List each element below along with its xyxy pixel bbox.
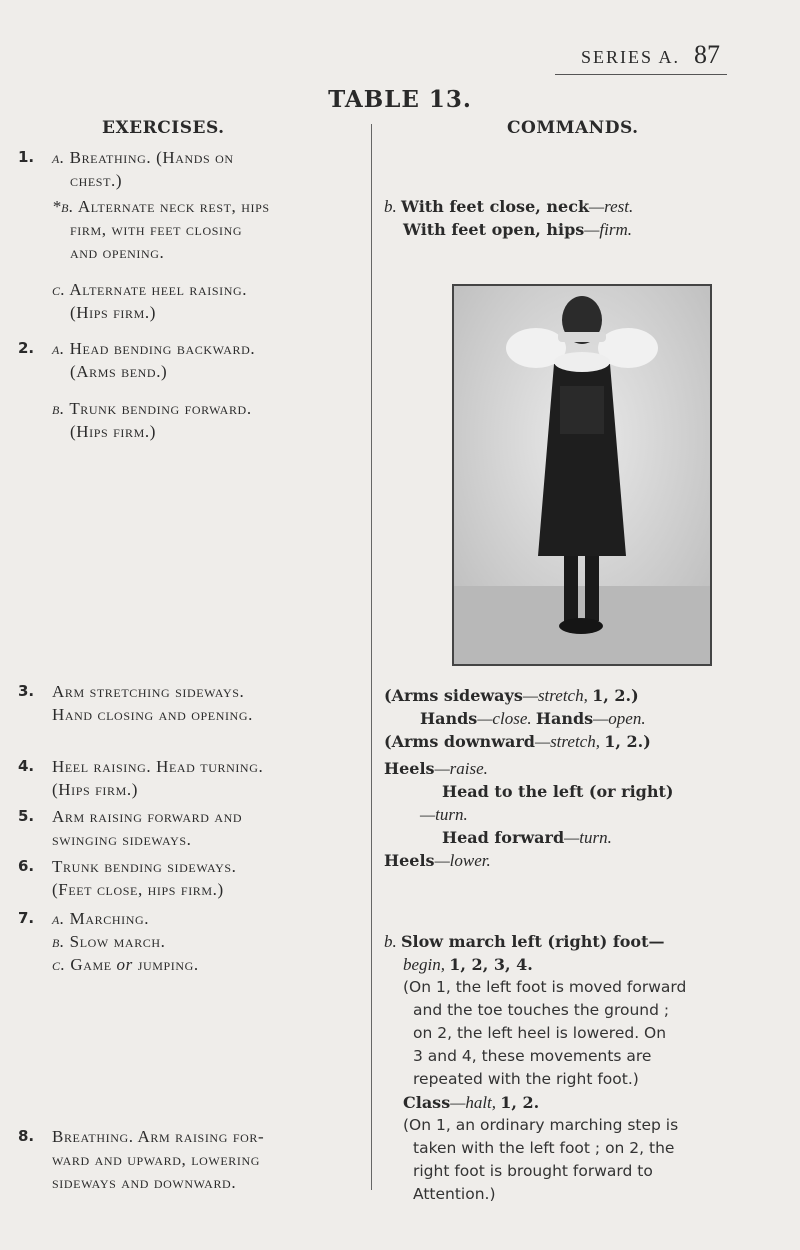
exercise-7 bbox=[18, 907, 363, 976]
item-text: Trunk bending forward. bbox=[69, 399, 252, 418]
note-line: Attention.) bbox=[413, 1185, 496, 1203]
command-word: Head to the left (or right) bbox=[442, 782, 674, 801]
item-text: Slow march. bbox=[69, 932, 166, 951]
item-label: b. bbox=[52, 932, 65, 951]
command-line bbox=[384, 730, 784, 753]
exercise-number: 1. bbox=[18, 148, 35, 166]
exercise-number: 4. bbox=[18, 757, 35, 775]
note-line: and the toe touches the ground ; bbox=[413, 1001, 670, 1019]
item-label: a. bbox=[52, 148, 65, 167]
commands-heading: COMMANDS. bbox=[507, 118, 639, 138]
exercise-6 bbox=[18, 855, 363, 901]
item-label: b. bbox=[52, 399, 65, 418]
exercise-2b bbox=[52, 397, 363, 420]
command-order: —rest. bbox=[589, 197, 634, 216]
exercise-7c bbox=[52, 953, 363, 976]
item-text: Alternate heel raising. bbox=[69, 280, 248, 299]
command-line bbox=[420, 707, 784, 730]
exercise-line: sideways and downward. bbox=[52, 1173, 237, 1192]
note-line: right foot is brought forward to bbox=[413, 1162, 653, 1180]
exercise-2a bbox=[52, 337, 363, 360]
girl-exercise-photo-icon bbox=[452, 284, 712, 666]
note-line: (On 1, the left foot is moved forward bbox=[403, 978, 687, 996]
exercises-heading: EXERCISES. bbox=[102, 118, 225, 138]
exercise-line: Breathing. Arm raising for- bbox=[52, 1127, 265, 1146]
note-line: on 2, the left heel is lowered. On bbox=[413, 1024, 667, 1042]
command-word: Class bbox=[403, 1093, 451, 1112]
item-text: Marching. bbox=[69, 909, 150, 928]
command-line bbox=[403, 218, 784, 241]
command-count: 1, 2. bbox=[500, 1093, 540, 1112]
exercise-line: Hand closing and opening. bbox=[52, 705, 253, 724]
command-4 bbox=[384, 757, 784, 872]
command-word: Hands bbox=[420, 709, 478, 728]
item-label: c. bbox=[52, 955, 66, 974]
exercise-3 bbox=[18, 680, 363, 726]
item-continuation: chest.) bbox=[70, 171, 123, 190]
command-order: —lower. bbox=[434, 851, 491, 870]
item-text: Breathing. (Hands on bbox=[69, 148, 234, 167]
exercise-7b bbox=[52, 930, 363, 953]
command-order: begin, bbox=[403, 955, 446, 974]
command-word: Heels bbox=[384, 851, 435, 870]
command-word: (Arms downward bbox=[384, 732, 535, 751]
command-word: With feet close, neck bbox=[401, 197, 590, 216]
command-line bbox=[403, 1091, 784, 1114]
command-line bbox=[384, 684, 784, 707]
command-line bbox=[403, 953, 784, 976]
item-continuation: and opening. bbox=[70, 243, 165, 262]
command-3 bbox=[384, 684, 784, 753]
command-order: —stretch, bbox=[522, 686, 588, 705]
header-rule bbox=[555, 74, 727, 75]
exercise-number: 6. bbox=[18, 857, 35, 875]
command-line bbox=[442, 826, 784, 849]
item-label: a. bbox=[52, 909, 65, 928]
command-line bbox=[384, 849, 784, 872]
command-line bbox=[384, 757, 784, 780]
command-order: —turn. bbox=[564, 828, 612, 847]
exercise-number: 8. bbox=[18, 1127, 35, 1145]
exercise-line: swinging sideways. bbox=[52, 830, 192, 849]
item-label: *b. bbox=[52, 197, 74, 216]
exercise-number: 7. bbox=[18, 909, 35, 927]
running-title: SERIES A. bbox=[580, 47, 680, 67]
command-count: 1, 2.) bbox=[604, 732, 651, 751]
exercise-line: ward and upward, lowering bbox=[52, 1150, 260, 1169]
item-text: Game bbox=[70, 955, 112, 974]
command-order: —halt, bbox=[450, 1093, 497, 1112]
command-7 bbox=[384, 930, 784, 1206]
command-word: Slow march left (right) foot— bbox=[401, 932, 665, 951]
command-word: With feet open, hips bbox=[403, 220, 585, 239]
item-label: b. bbox=[384, 932, 397, 951]
note-line: (On 1, an ordinary marching step is bbox=[403, 1116, 679, 1134]
exercise-number: 2. bbox=[18, 339, 35, 357]
command-line bbox=[384, 195, 784, 218]
running-header bbox=[0, 40, 720, 70]
command-word: (Arms sideways bbox=[384, 686, 523, 705]
exercise-number: 5. bbox=[18, 807, 35, 825]
command-order: —turn. bbox=[420, 805, 468, 824]
exercise-1 bbox=[18, 146, 363, 324]
item-continuation: (Hips firm.) bbox=[70, 303, 156, 322]
column-divider bbox=[371, 124, 372, 1190]
item-continuation: (Arms bend.) bbox=[70, 362, 168, 381]
table-title: TABLE 13. bbox=[328, 86, 472, 113]
command-note bbox=[403, 1114, 784, 1206]
exercise-number: 3. bbox=[18, 682, 35, 700]
item-or: or bbox=[116, 955, 133, 974]
item-text: Head bending backward. bbox=[69, 339, 256, 358]
command-line bbox=[420, 803, 784, 826]
exercise-1a bbox=[52, 146, 363, 169]
item-continuation: (Hips firm.) bbox=[70, 422, 156, 441]
exercise-2 bbox=[18, 337, 363, 443]
item-text: Alternate neck rest, hips bbox=[77, 197, 270, 216]
command-order: —firm. bbox=[584, 220, 632, 239]
note-line: repeated with the right foot.) bbox=[413, 1070, 639, 1088]
item-label: a. bbox=[52, 339, 65, 358]
command-line bbox=[384, 930, 784, 953]
command-order: —close. bbox=[477, 709, 532, 728]
item-continuation: firm, with feet closing bbox=[70, 220, 243, 239]
exercise-line: Arm raising forward and bbox=[52, 807, 243, 826]
page-number: 87 bbox=[694, 40, 720, 69]
exercise-line: (Hips firm.) bbox=[52, 780, 138, 799]
command-word: Hands bbox=[535, 709, 594, 728]
command-count: 1, 2.) bbox=[592, 686, 639, 705]
exercise-1b bbox=[52, 195, 363, 218]
exercise-line: Heel raising. Head turning. bbox=[52, 757, 264, 776]
note-line: 3 and 4, these movements are bbox=[413, 1047, 652, 1065]
item-text: jumping. bbox=[137, 955, 199, 974]
command-word: Heels bbox=[384, 759, 435, 778]
item-label: b. bbox=[384, 197, 397, 216]
exercise-line: (Feet close, hips firm.) bbox=[52, 880, 224, 899]
command-count: 1, 2, 3, 4. bbox=[449, 955, 533, 974]
command-word: Head forward bbox=[442, 828, 565, 847]
exercise-8 bbox=[18, 1125, 363, 1194]
item-label: c. bbox=[52, 280, 66, 299]
command-1 bbox=[384, 195, 784, 241]
note-line: taken with the left foot ; on 2, the bbox=[413, 1139, 675, 1157]
command-order: —stretch, bbox=[534, 732, 600, 751]
command-note bbox=[403, 976, 784, 1091]
exercise-7a bbox=[52, 907, 363, 930]
exercise-5 bbox=[18, 805, 363, 851]
command-order: —open. bbox=[593, 709, 646, 728]
command-line bbox=[442, 780, 784, 803]
exercise-line: Arm stretching sideways. bbox=[52, 682, 245, 701]
exercise-4 bbox=[18, 755, 363, 801]
command-order: —raise. bbox=[434, 759, 488, 778]
exercise-1c bbox=[52, 278, 363, 301]
exercise-line: Trunk bending sideways. bbox=[52, 857, 237, 876]
